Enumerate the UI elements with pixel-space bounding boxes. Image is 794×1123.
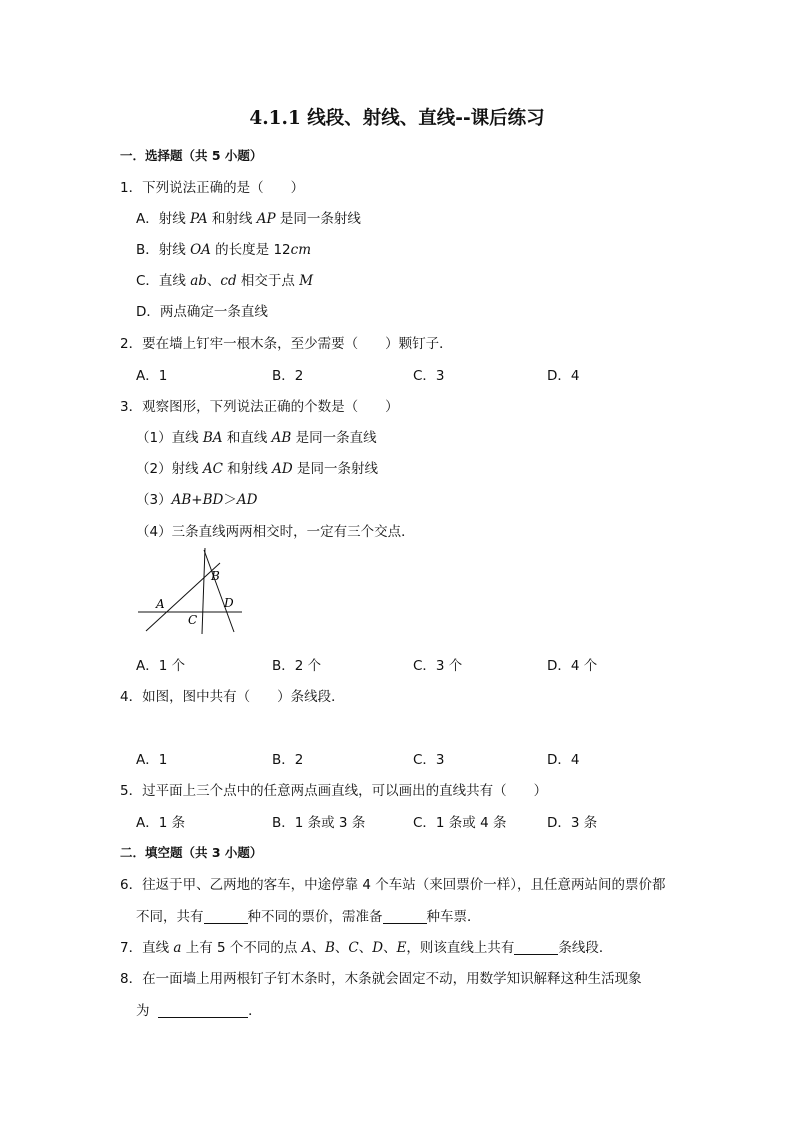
answer-blank[interactable] [158,1003,248,1018]
question-4-option-b: B．2 [272,752,304,768]
answer-blank[interactable] [514,940,558,955]
question-7: 7．直线 a 上有 5 个不同的点 A、B、C、D、E，则该直线上共有 条线段． [120,940,613,956]
question-1-option-b: B．射线 OA 的长度是 12cm [136,242,312,258]
question-5-stem: 5．过平面上三个点中的任意两点画直线，可以画出的直线共有（ ） [120,783,548,799]
question-2-option-c: C．3 [413,368,445,384]
question-3-statement-4: （4）三条直线两两相交时，一定有三个交点． [136,524,415,540]
figure-label-a: A [156,597,165,611]
question-3-figure [134,544,246,636]
question-3-option-c: C．3 个 [413,658,463,674]
question-2-stem: 2．要在墙上钉牢一根木条，至少需要（ ）颗钉子． [120,336,453,352]
figure-line-bd [204,550,234,632]
question-3-stem: 3．观察图形，下列说法正确的个数是（ ） [120,399,399,415]
question-5-option-a: A．1 条 [136,815,186,831]
question-3-statement-3: （3）AB+BD＞AD [136,492,258,508]
question-2-option-b: B．2 [272,368,304,384]
title-number: 4.1.1 [249,108,301,129]
question-4-stem: 4．如图，图中共有（ ）条线段． [120,689,345,705]
question-6-line-2: 不同，共有 种不同的票价，需准备 种车票． [136,909,481,925]
question-2-option-a: A．1 [136,368,168,384]
title-text: 线段、射线、直线--课后练习 [307,108,545,129]
question-8-line-1: 8．在一面墙上用两根钉子钉木条时，木条就会固定不动，用数学知识解释这种生活现象 [120,971,642,987]
page-title [0,104,794,130]
question-5-option-c: C．1 条或 4 条 [413,815,507,831]
question-5-option-b: B．1 条或 3 条 [272,815,366,831]
question-1-option-d: D．两点确定一条直线 [136,304,268,320]
question-3-option-b: B．2 个 [272,658,322,674]
figure-label-b: B [211,569,220,583]
question-1-option-a: A．射线 PA 和射线 AP 是同一条射线 [136,211,361,227]
answer-blank[interactable] [383,909,427,924]
question-4-option-c: C．3 [413,752,445,768]
question-4-option-a: A．1 [136,752,168,768]
question-2-option-d: D．4 [547,368,580,384]
question-3-statement-2: （2）射线 AC 和射线 AD 是同一条射线 [136,461,378,477]
answer-blank[interactable] [204,909,248,924]
question-3-option-d: D．4 个 [547,658,598,674]
question-4-option-d: D．4 [547,752,580,768]
section-choice-heading: 一．选择题（共 5 小题） [120,148,263,163]
question-6-line-1: 6．往返于甲、乙两地的客车，中途停靠 4 个车站（来回票价一样），且任意两站间的票价都 [120,877,666,893]
question-5-option-d: D．3 条 [547,815,598,831]
section-fill-heading: 二．填空题（共 3 小题） [120,845,263,860]
question-3-statement-1: （1）直线 BA 和直线 AB 是同一条直线 [136,430,377,446]
figure-line-bc [202,548,205,634]
figure-label-d: D [224,596,234,610]
question-1-stem: 1．下列说法正确的是（ ） [120,180,305,196]
figure-label-c: C [188,613,198,627]
question-3-option-a: A．1 个 [136,658,186,674]
question-8-line-2: 为 ． [136,1003,262,1019]
question-1-option-c: C．直线 ab、cd 相交于点 M [136,273,314,289]
